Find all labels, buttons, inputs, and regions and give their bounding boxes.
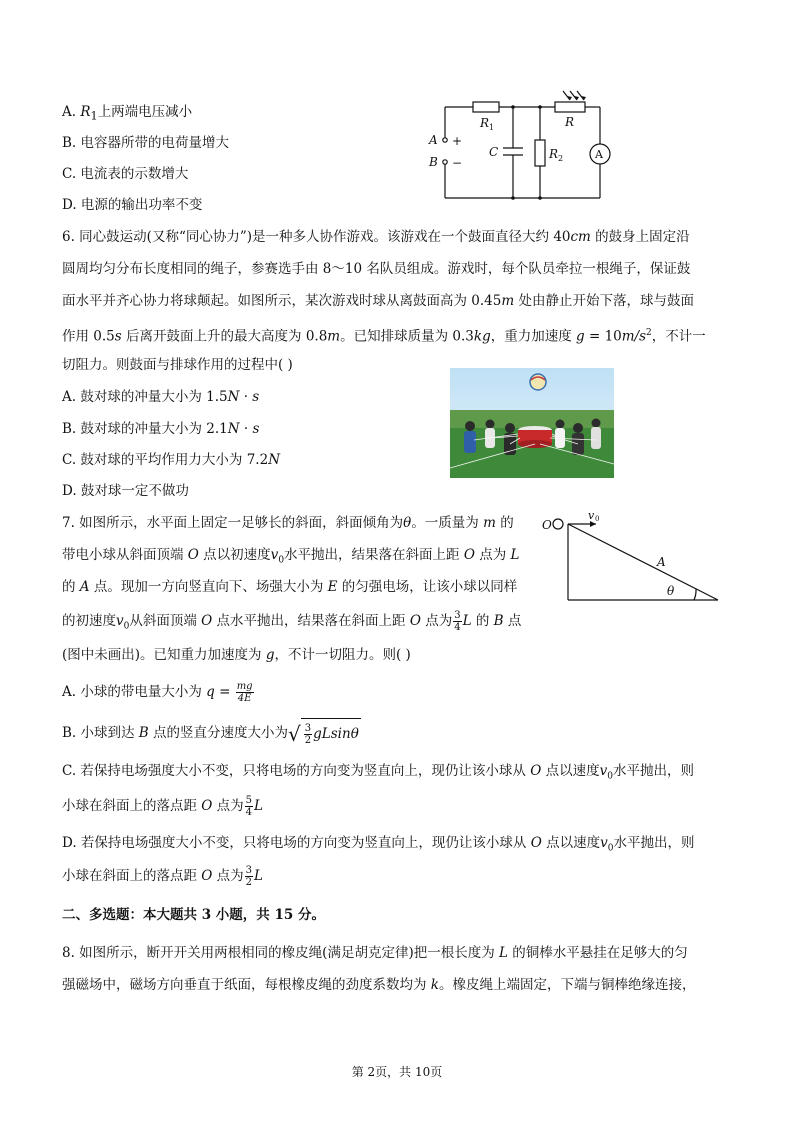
fraction-5-4: $\frac{5}{4}$	[245, 795, 253, 818]
ammeter-symbol: A	[595, 148, 603, 161]
q7-option-b: B. 小球到达 B 点的竖直分速度大小为 √ $\frac{3}{2}$ gLsinθ	[62, 718, 361, 749]
label-R2-sub: 2	[558, 154, 564, 163]
q5-option-d: D. 电源的输出功率不变	[62, 197, 203, 213]
q7-line-1: 7. 如图所示，水平面上固定一足够长的斜面，斜面倾角为θ。一质量为 m 的	[62, 515, 514, 531]
q8-line-2: 强磁场中，磁场方向垂直于纸面，每根橡皮绳的劲度系数均为 k。橡皮绳上端固定，下端与铜棒绝缘连接，	[62, 977, 696, 993]
fraction-3-4: $\frac{3}{4}$	[454, 610, 461, 633]
label-v: v	[588, 509, 595, 522]
q5-option-c: C. 电流表的示数增大	[62, 166, 189, 182]
label-minus: −	[452, 156, 463, 170]
section-2-title: 二、多选题：本大题共 3 小题，共 15 分。	[62, 907, 325, 923]
q5-option-a: A. $R_1$上两端电压减小	[62, 104, 193, 123]
q7-option-a: A. 小球的带电量大小为 q = $\frac{mg}{4E}$	[62, 681, 253, 704]
incline-diagram	[544, 510, 724, 606]
label-theta: θ	[667, 584, 675, 598]
label-C: C	[489, 145, 499, 159]
label-R1: R	[480, 116, 490, 130]
label-R: R	[565, 115, 575, 129]
q5-option-b: B. 电容器所带的电荷量增大	[62, 135, 230, 151]
q6-option-d: D. 鼓对球一定不做功	[62, 483, 189, 499]
q6-option-a: A. 鼓对球的冲量大小为 1.5N · s	[62, 389, 260, 405]
q6-line-2: 圆周均匀分布长度相同的绳子，参赛选手由 8～10 名队员组成。游戏时，每个队员牵拉一根绳子，保证鼓	[62, 261, 691, 277]
label-A: A	[429, 133, 438, 147]
q6-option-c: C. 鼓对球的平均作用力大小为 7.2N	[62, 452, 281, 468]
q6-line-4: 作用 0.5s 后离开鼓面上升的最大高度为 0.8m。已知排球质量为 0.3kg，重力加速度 $g = 10m/s^2$，不计一	[62, 328, 706, 345]
sqrt-expression: √ $\frac{3}{2}$ gLsinθ	[288, 718, 361, 749]
fraction-3-2: $\frac{3}{2}$	[304, 722, 312, 746]
label-v-sub: 0	[595, 515, 600, 523]
q7-option-c-line-1: C. 若保持电场强度大小不变，只将电场的方向变为竖直向上，现仍让该小球从 O 点以速度$v_0$水平抛出，则	[62, 763, 694, 782]
label-B: B	[429, 155, 438, 169]
fraction-3-2: $\frac{3}{2}$	[245, 865, 253, 888]
q7-line-4: 的初速度$v_0$从斜面顶端 O 点水平抛出，结果落在斜面上距 O 点为 $\frac{3}{4}$ L 的 B 点	[62, 610, 522, 633]
label-R1-sub: 1	[489, 123, 495, 132]
q6-option-b: B. 鼓对球的冲量大小为 2.1N · s	[62, 421, 260, 437]
q6-line-3: 面水平并齐心协力将球颠起。如图所示，某次游戏时球从离鼓面高为 0.45m 处由静止开始下落，球与鼓面	[62, 293, 694, 309]
label-A-point: A	[657, 555, 666, 569]
circuit-diagram	[425, 92, 615, 204]
q6-line-5: 切阻力。则鼓面与排球作用的过程中( )	[62, 357, 293, 373]
page-footer: 第 2页，共 10页	[351, 1065, 443, 1079]
q7-line-2: 带电小球从斜面顶端 O 点以初速度$v_0$水平抛出，结果落在斜面上距 O 点为 L	[62, 547, 520, 566]
q7-line-3: 的 A 点。现加一方向竖直向下、场强大小为 E 的匀强电场，让该小球以同样	[62, 579, 518, 595]
q7-option-c-line-2: 小球在斜面上的落点距 O 点为 $\frac{5}{4}$ L	[62, 795, 264, 818]
fraction-mg-4E: $\frac{mg}{4E}$	[236, 681, 253, 704]
label-R2: R	[549, 147, 559, 161]
label-O: O	[542, 518, 552, 532]
q7-option-d-line-2: 小球在斜面上的落点距 O 点为 $\frac{3}{2}$ L	[62, 865, 264, 888]
q6-line-1: 6. 同心鼓运动(又称“同心协力”)是一种多人协作游戏。该游戏在一个鼓面直径大约 40cm 的鼓身上固定沿	[62, 229, 690, 245]
q7-line-5: (图中未画出)。已知重力加速度为 g，不计一切阻力。则( )	[62, 647, 411, 663]
q7-option-d-line-1: D. 若保持电场强度大小不变，只将电场的方向变为竖直向上，现仍让该小球从 O 点以速度$v_0$水平抛出，则	[62, 835, 695, 854]
drum-game-photo	[450, 368, 614, 478]
label-plus: +	[452, 134, 463, 148]
q8-line-1: 8. 如图所示，断开开关用两根相同的橡皮绳(满足胡克定律)把一根长度为 L 的铜棒水平悬挂在足够大的匀	[62, 945, 688, 961]
